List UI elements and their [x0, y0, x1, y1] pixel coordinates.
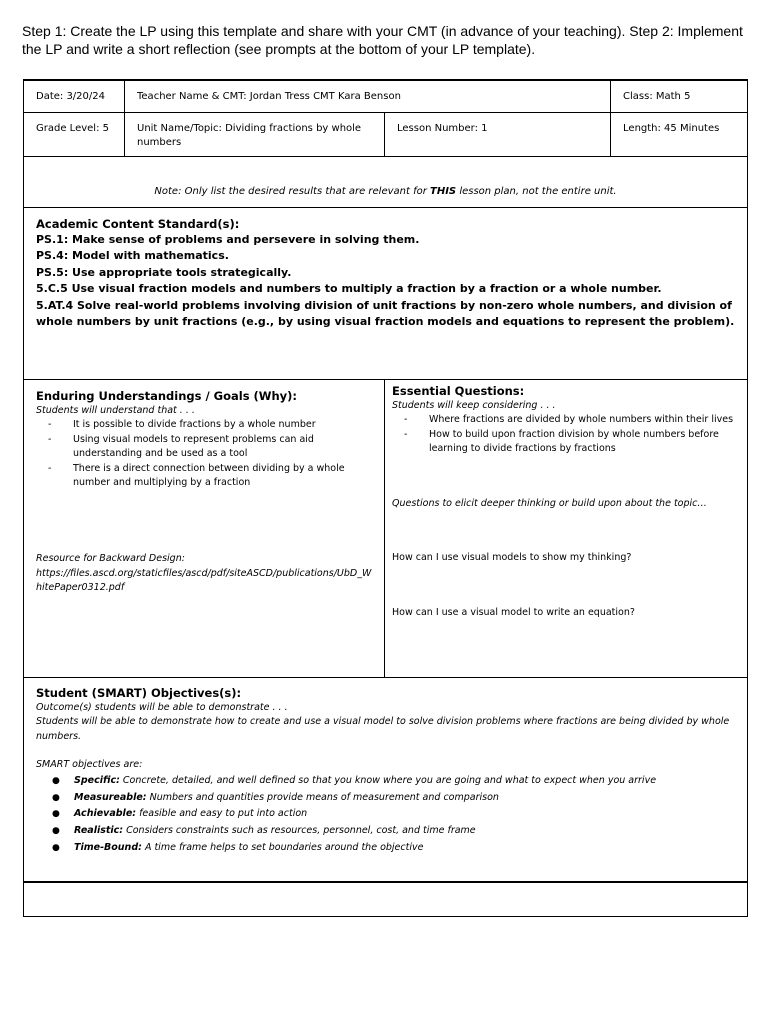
class-field: Class: Math 5: [611, 80, 748, 112]
understandings-row: [24, 379, 748, 677]
essential-title: Essential Questions:: [392, 383, 525, 398]
lesson-number-field: Lesson Number: 1: [385, 112, 611, 156]
standard-line: PS.1: Make sense of problems and persevere in solving them.: [36, 232, 420, 246]
objectives-title: Student (SMART) Objectives(s):: [36, 685, 242, 700]
instructions: Step 1: Create the LP using this template and share with your CMT (in advance of your teaching). Step 2: Implement the LP and write a short reflection (see prompts at the bottom of your LP template).: [22, 23, 743, 57]
smart-list: [36, 773, 735, 857]
essential-question: How can I use visual models to show my thinking?: [392, 552, 632, 564]
empty-row: [24, 882, 748, 916]
standard-line: 5.C.5 Use visual fraction models and numbers to multiply a fraction by a fraction or a whole number.: [36, 282, 662, 296]
list-item: - It is possible to divide fractions by a whole number: [48, 418, 372, 433]
note-text: Note: Only list the desired results that are relevant for THIS lesson plan, not the entire unit.: [24, 156, 748, 207]
list-item: - How to build upon fraction division by whole numbers before learning to divide fractions by fractions: [404, 428, 735, 457]
standards-cell: [24, 207, 748, 379]
smart-item: ● Specific: Concrete, detailed, and well defined so that you know where you are going and what to expect when you arrive: [52, 773, 735, 790]
list-item: - Where fractions are divided by whole numbers within their lives: [404, 413, 735, 428]
objectives-subtitle: Outcome(s) students will be able to demonstrate . . .: [36, 701, 288, 713]
smart-item: ● Time-Bound: A time frame helps to set boundaries around the objective: [52, 840, 735, 857]
lesson-plan-table: [23, 79, 748, 917]
essential-prompt: Questions to elicit deeper thinking or build upon about the topic…: [392, 497, 707, 509]
header-row-1: [24, 80, 748, 112]
length-field: Length: 45 Minutes: [611, 112, 748, 156]
objectives-row: [24, 677, 748, 882]
enduring-cell: [24, 379, 385, 677]
smart-intro: SMART objectives are:: [36, 759, 143, 771]
date-field: Date: 3/20/24: [24, 80, 125, 112]
standard-line: PS.5: Use appropriate tools strategically.: [36, 265, 292, 279]
essential-subtitle: Students will keep considering . . .: [392, 399, 556, 411]
essential-list: [392, 413, 735, 457]
unit-field: Unit Name/Topic: Dividing fractions by whole numbers: [125, 112, 385, 156]
note-row: [24, 156, 748, 207]
essential-cell: [385, 379, 748, 677]
smart-item: ● Achievable: feasible and easy to put into action: [52, 806, 735, 823]
essential-question: How can I use a visual model to write an equation?: [392, 607, 635, 619]
objectives-statement: Students will be able to demonstrate how to create and use a visual model to solve division problems where fractions are being divided by whole numbers.: [36, 716, 730, 742]
list-item: - Using visual models to represent problems can aid understanding and be used as a tool: [48, 433, 372, 462]
smart-item: ● Realistic: Considers constraints such as resources, personnel, cost, and time frame: [52, 823, 735, 840]
standards-row: [24, 207, 748, 379]
standards-title: Academic Content Standard(s):: [36, 216, 240, 231]
objectives-cell: [24, 677, 748, 882]
resource-link[interactable]: https://files.ascd.org/staticfiles/ascd/pdf/siteASCD/publications/UbD_WhitePaper0312.pdf: [36, 567, 372, 594]
list-item: - There is a direct connection between dividing by a whole number and multiplying by a fraction: [48, 462, 372, 491]
standard-line: PS.4: Model with mathematics.: [36, 249, 229, 263]
empty-cell: [24, 882, 748, 916]
enduring-list: [36, 418, 372, 491]
header-row-2: [24, 112, 748, 156]
grade-field: Grade Level: 5: [24, 112, 125, 156]
enduring-title: Enduring Understandings / Goals (Why):: [36, 388, 298, 403]
teacher-field: Teacher Name & CMT: Jordan Tress CMT Kara Benson: [125, 80, 611, 112]
smart-item: ● Measureable: Numbers and quantities provide means of measurement and comparison: [52, 790, 735, 807]
resource-label: Resource for Backward Design:: [36, 553, 185, 565]
standard-line: 5.AT.4 Solve real-world problems involving division of unit fractions by non-zero whole numbers, and division of whole numbers by unit fractions (e.g., by using visual fraction models and equations to represent the problem).: [36, 298, 735, 329]
enduring-subtitle: Students will understand that . . .: [36, 404, 195, 416]
